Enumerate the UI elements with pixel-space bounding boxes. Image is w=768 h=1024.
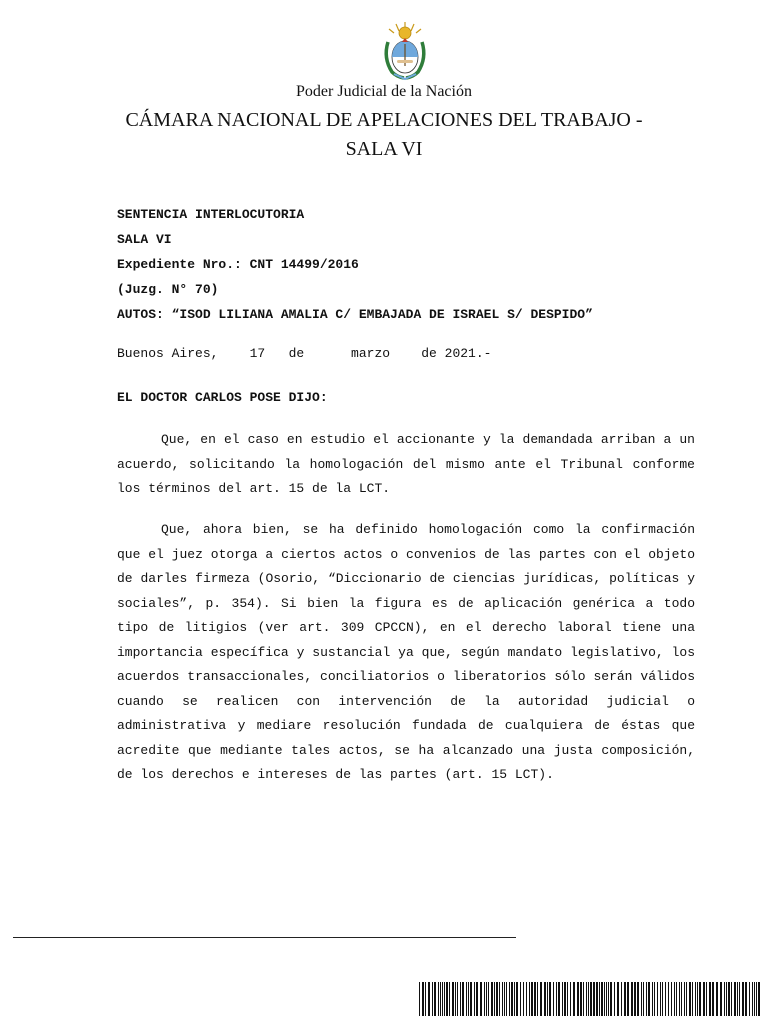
barcode-icon <box>419 982 764 1016</box>
barcode-bar <box>601 982 603 1016</box>
barcode-bar <box>724 982 725 1016</box>
barcode-bar <box>460 982 461 1016</box>
barcode-bar <box>499 982 500 1016</box>
barcode-bar <box>526 982 527 1016</box>
barcode-bar <box>720 982 722 1016</box>
barcode-bar <box>674 982 675 1016</box>
barcode-bar <box>444 982 445 1016</box>
coat-of-arms-icon <box>380 20 430 82</box>
judge-opening: EL DOCTOR CARLOS POSE DIJO: <box>117 390 328 405</box>
barcode-bar <box>583 982 584 1016</box>
barcode-bar <box>558 982 560 1016</box>
barcode-bar <box>496 982 498 1016</box>
barcode-bar <box>654 982 655 1016</box>
barcode-bar <box>637 982 639 1016</box>
barcode-bar <box>742 982 744 1016</box>
barcode-bar <box>474 982 475 1016</box>
sala-label: SALA VI <box>117 232 172 247</box>
barcode-bar <box>502 982 503 1016</box>
barcode-bar <box>442 982 443 1016</box>
barcode-bar <box>438 982 439 1016</box>
barcode-bar <box>593 982 595 1016</box>
barcode-bar <box>580 982 582 1016</box>
barcode-bar <box>588 982 589 1016</box>
barcode-bar <box>553 982 554 1016</box>
barcode-bar <box>556 982 557 1016</box>
barcode-bar <box>745 982 747 1016</box>
barcode-bar <box>457 982 458 1016</box>
barcode-bar <box>697 982 698 1016</box>
barcode-bar <box>586 982 587 1016</box>
barcode-bar <box>631 982 633 1016</box>
barcode-bar <box>648 982 650 1016</box>
barcode-bar <box>573 982 575 1016</box>
barcode-bar <box>491 982 493 1016</box>
barcode-bar <box>446 982 448 1016</box>
barcode-bar <box>564 982 566 1016</box>
body-paragraph: Que, ahora bien, se ha definido homologación como la confirmación que el juez otorga a ciertos actos o convenios de las partes con el objeto de darles firmeza (Osorio, “Diccionario de ciencias jurídicas, políticas y sociales”, p. 354). Si bien la figura es de aplicación genérica a todo tipo de litigios (ver art. 309 CPCCN), en el derecho laboral tiene una importancia específica y sustancial ya que, según mandato legislativo, los acuerdos transaccionales, conciliatorios o liberatorios sólo serán válidos cuando se realicen con intervención de la autoridad judicial o administrativa y mediare resolución fundada de cualquiera de éstas que acredite que mediante tales actos, se ha alcanzado una justa composición, de los derechos e intereses de las partes (art. 15 LCT). <box>117 522 695 782</box>
barcode-bar <box>470 982 472 1016</box>
barcode-bar <box>468 982 469 1016</box>
barcode-bar <box>689 982 691 1016</box>
barcode-bar <box>671 982 672 1016</box>
barcode-bar <box>509 982 510 1016</box>
barcode-bar <box>731 982 732 1016</box>
barcode-bar <box>739 982 740 1016</box>
place-and-date: Buenos Aires, 17 de marzo de 2021.- <box>117 346 492 361</box>
barcode-bar <box>544 982 546 1016</box>
barcode-bar <box>737 982 738 1016</box>
barcode-bar <box>511 982 513 1016</box>
barcode-bar <box>547 982 548 1016</box>
barcode-bar <box>703 982 705 1016</box>
barcode-bar <box>754 982 755 1016</box>
footer-divider <box>13 937 516 938</box>
barcode-bar <box>462 982 464 1016</box>
barcode-bar <box>596 982 598 1016</box>
barcode-bar <box>681 982 682 1016</box>
barcode-bar <box>662 982 663 1016</box>
chamber-name-line2: SALA VI <box>345 138 423 160</box>
barcode-bar <box>452 982 454 1016</box>
barcode-bar <box>621 982 622 1016</box>
barcode-bar <box>734 982 736 1016</box>
barcode-bar <box>627 982 629 1016</box>
barcode-bar <box>610 982 612 1016</box>
barcode-bar <box>540 982 542 1016</box>
barcode-bar <box>488 982 489 1016</box>
barcode-bar <box>466 982 467 1016</box>
barcode-bar <box>506 982 507 1016</box>
barcode-bar <box>657 982 658 1016</box>
barcode-bar <box>634 982 636 1016</box>
barcode-bar <box>641 982 642 1016</box>
barcode-bar <box>428 982 430 1016</box>
barcode-bar <box>608 982 609 1016</box>
barcode-bar <box>709 982 711 1016</box>
barcode-bar <box>614 982 615 1016</box>
autos-caption: AUTOS: “ISOD LILIANA AMALIA C/ EMBAJADA DE ISRAEL S/ DESPIDO” <box>117 307 593 322</box>
barcode-bar <box>752 982 753 1016</box>
barcode-bar <box>660 982 661 1016</box>
barcode-bar <box>494 982 495 1016</box>
barcode-bar <box>756 982 757 1016</box>
barcode-bar <box>577 982 579 1016</box>
barcode-bar <box>449 982 450 1016</box>
barcode-bar <box>562 982 563 1016</box>
barcode-bar <box>484 982 485 1016</box>
barcode-bar <box>692 982 693 1016</box>
barcode-bar <box>422 982 424 1016</box>
barcode-bar <box>534 982 536 1016</box>
barcode-bar <box>567 982 568 1016</box>
barcode-bar <box>686 982 687 1016</box>
barcode-bar <box>476 982 478 1016</box>
barcode-bar <box>695 982 696 1016</box>
barcode-bar <box>425 982 426 1016</box>
barcode-bar <box>668 982 669 1016</box>
barcode-bar <box>652 982 653 1016</box>
barcode-bar <box>520 982 521 1016</box>
barcode-bar <box>486 982 487 1016</box>
barcode-bar <box>599 982 600 1016</box>
barcode-bar <box>419 982 420 1016</box>
barcode-bar <box>758 982 760 1016</box>
barcode-bar <box>440 982 441 1016</box>
barcode-bar <box>728 982 730 1016</box>
barcode-bar <box>646 982 647 1016</box>
barcode-bar <box>679 982 680 1016</box>
barcode-bar <box>516 982 518 1016</box>
barcode-bar <box>523 982 524 1016</box>
body-paragraph: Que, en el caso en estudio el accionante y la demandada arriban a un acuerdo, solicitando la homologación del mismo ante el Tribunal conforme los términos del art. 15 de la LCT. <box>117 432 695 496</box>
barcode-bar <box>684 982 685 1016</box>
barcode-bar <box>531 982 533 1016</box>
barcode-bar <box>455 982 456 1016</box>
barcode-bar <box>549 982 551 1016</box>
barcode-bar <box>604 982 605 1016</box>
barcode-bar <box>665 982 666 1016</box>
barcode-bar <box>624 982 626 1016</box>
document-title: SENTENCIA INTERLOCUTORIA <box>117 207 305 222</box>
institution-name: Poder Judicial de la Nación <box>296 83 472 100</box>
barcode-bar <box>590 982 592 1016</box>
barcode-bar <box>706 982 707 1016</box>
barcode-bar <box>617 982 619 1016</box>
barcode-bar <box>432 982 433 1016</box>
barcode-bar <box>480 982 482 1016</box>
juzgado-number: (Juzg. N° 70) <box>117 282 219 297</box>
barcode-bar <box>712 982 714 1016</box>
barcode-bar <box>676 982 677 1016</box>
barcode-bar <box>726 982 727 1016</box>
expediente-number: Expediente Nro.: CNT 14499/2016 <box>117 257 359 272</box>
barcode-bar <box>537 982 538 1016</box>
barcode-bar <box>570 982 571 1016</box>
barcode-bar <box>699 982 701 1016</box>
barcode-bar <box>434 982 436 1016</box>
barcode-bar <box>749 982 750 1016</box>
barcode-bar <box>606 982 607 1016</box>
barcode-bar <box>529 982 530 1016</box>
chamber-name-line1: CÁMARA NACIONAL DE APELACIONES DEL TRABAJO - <box>125 109 643 131</box>
barcode-bar <box>514 982 515 1016</box>
barcode-bar <box>716 982 718 1016</box>
barcode-bar <box>643 982 644 1016</box>
barcode-bar <box>504 982 505 1016</box>
